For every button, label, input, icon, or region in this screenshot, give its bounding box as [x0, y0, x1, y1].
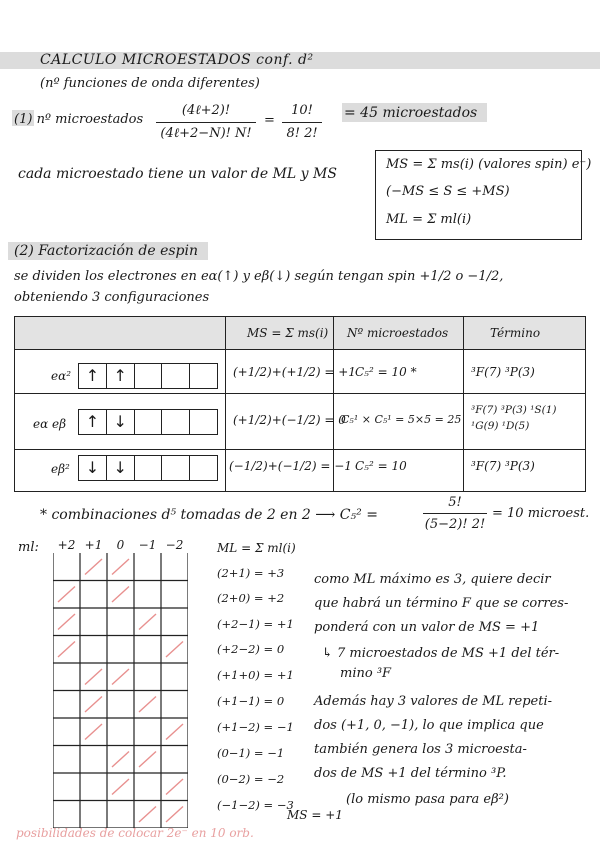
row-ms: (−1/2)+(−1/2) = −1 — [229, 459, 352, 473]
electron-mark — [112, 587, 129, 603]
definition-ms: MS = Σ ms(i) (valores spin) e⁻) — [386, 157, 592, 172]
combinations-denominator: (5−2)! 2! — [424, 517, 486, 532]
reasoning-line: también genera los 3 microesta- — [314, 742, 527, 757]
electron-mark — [85, 697, 102, 713]
electron-mark — [112, 779, 129, 795]
electron-mark — [139, 697, 156, 713]
electron-mark — [166, 807, 183, 823]
orbital-box: ↑ — [107, 364, 135, 388]
row-term: ³F(7) ³P(3) ¹S(1) ¹G(9) ¹D(5) — [471, 404, 557, 432]
ml-row: (+1+0) = +1 — [217, 668, 294, 682]
orbital-box — [162, 410, 190, 434]
fraction1-denominator: (4ℓ+2−N)! N! — [160, 126, 252, 141]
section1-label: (1) — [14, 112, 33, 127]
section2-title: (2) Factorización de espin — [14, 243, 199, 259]
orbital-boxes — [78, 363, 218, 389]
orbital-box — [190, 364, 217, 388]
ml-row: (0−1) = −1 — [217, 746, 285, 760]
row-term: ³F(7) ³P(3) — [471, 459, 535, 473]
electron-mark — [58, 614, 75, 630]
orbital-box — [190, 456, 217, 480]
orbital-box: ↓ — [79, 456, 107, 480]
section2-paragraph-2: obteniendo 3 configuraciones — [14, 290, 210, 305]
orbital-box — [135, 456, 163, 480]
combinations-numerator: 5! — [448, 495, 462, 510]
row-label: eα² — [51, 369, 72, 383]
page-title: CALCULO MICROESTADOS conf. d² — [40, 52, 314, 68]
definition-ml: ML = Σ ml(i) — [386, 212, 472, 227]
combinations-fraction-line — [423, 513, 487, 514]
row-term: ³F(7) ³P(3) — [471, 365, 535, 379]
microstates-result: = 45 microestados — [344, 105, 478, 121]
table-row-divider — [15, 449, 585, 450]
electron-mark — [58, 642, 75, 658]
ml-row: (+1−2) = −1 — [217, 720, 294, 734]
grid-col-header: +1 — [84, 538, 103, 552]
grid-col-header: +2 — [57, 538, 76, 552]
orbital-box — [162, 456, 190, 480]
orbital-boxes — [78, 409, 218, 435]
electron-mark — [112, 752, 129, 768]
electron-mark — [166, 779, 183, 795]
reasoning-line: dos de MS +1 del término ³P. — [314, 766, 507, 781]
electron-mark — [112, 669, 129, 685]
ml-list-title: ML = Σ ml(i) — [217, 541, 296, 555]
section1-text — [14, 112, 143, 128]
orbital-box — [190, 410, 217, 434]
table-row-divider — [15, 393, 585, 394]
electron-mark — [85, 724, 102, 740]
equals-sign: = — [264, 113, 275, 128]
reasoning-line: ↳ 7 microestados de MS +1 del tér- — [322, 646, 560, 661]
orbital-box: ↑ — [79, 364, 107, 388]
ml-label: ml: — [18, 540, 39, 555]
electron-mark — [166, 642, 183, 658]
reasoning-line: que habrá un término F que se corres- — [314, 596, 569, 611]
reasoning-line: dos (+1, 0, −1), lo que implica que — [314, 718, 544, 733]
fraction1-line — [156, 122, 256, 123]
electron-mark — [58, 587, 75, 603]
configuration-table — [14, 316, 586, 492]
ml-row: (+1−1) = 0 — [217, 694, 285, 708]
reasoning-line: como ML máximo es 3, quiere decir — [314, 572, 551, 587]
section1-desc: nº microestados — [36, 112, 144, 127]
row-ms: (+1/2)+(−1/2) = 0 — [233, 413, 346, 427]
grid-col-header: 0 — [116, 538, 125, 552]
table-header-micro: Nº microestados — [347, 326, 449, 340]
table-divider — [225, 317, 226, 491]
ml-row: (−1−2) = −3 — [217, 798, 294, 812]
electron-mark — [139, 614, 156, 630]
fraction1-numerator: (4ℓ+2)! — [181, 103, 231, 118]
row-label: eβ² — [51, 462, 70, 476]
row-micro: C₅² = 10 — [355, 459, 407, 473]
ml-row: (+2−2) = 0 — [217, 642, 285, 656]
table-header-term: Término — [490, 326, 541, 340]
row-micro: C₅² = 10 * — [355, 365, 417, 379]
reasoning-line: ponderá con un valor de MS = +1 — [314, 620, 540, 635]
ms-note: MS = +1 — [287, 808, 343, 822]
orbital-box: ↓ — [107, 410, 135, 434]
electron-mark — [85, 669, 102, 685]
orbital-box: ↑ — [79, 410, 107, 434]
fraction2-numerator: 10! — [291, 103, 313, 118]
section2-paragraph-1: se dividen los electrones en eα(↑) y eβ(↓) según tengan spin +1/2 o −1/2, — [14, 269, 504, 284]
combinations-result: = 10 microest. — [492, 506, 590, 521]
reasoning-line: mino ³F — [340, 666, 392, 681]
electron-mark — [139, 807, 156, 823]
electron-mark — [166, 724, 183, 740]
cada-text: cada microestado tiene un valor de ML y MS — [18, 166, 337, 182]
subtitle: (nº funciones de onda diferentes) — [40, 76, 260, 91]
grid-svg — [53, 553, 188, 828]
grid-col-header: −2 — [165, 538, 184, 552]
reasoning-line: (lo mismo pasa para eβ²) — [346, 792, 509, 807]
electron-mark — [139, 752, 156, 768]
table-divider — [463, 317, 464, 491]
orbital-box — [135, 364, 163, 388]
electron-mark — [112, 559, 129, 575]
orbital-box — [135, 410, 163, 434]
row-label: eα eβ — [33, 417, 67, 431]
orbital-boxes — [78, 455, 218, 481]
definition-range: (−MS ≤ S ≤ +MS) — [386, 184, 510, 199]
microstate-grid — [53, 553, 188, 828]
footer-note: posibilidades de colocar 2e⁻ en 10 orb. — [16, 826, 254, 840]
ml-row: (2+0) = +2 — [217, 591, 285, 605]
row-micro: C₅¹ × C₅¹ = 5×5 = 25 — [341, 413, 462, 426]
orbital-box: ↓ — [107, 456, 135, 480]
reasoning-line: Además hay 3 valores de ML repeti- — [314, 694, 552, 709]
electron-mark — [85, 559, 102, 575]
fraction2-denominator: 8! 2! — [286, 126, 318, 141]
orbital-box — [162, 364, 190, 388]
ml-row: (0−2) = −2 — [217, 772, 285, 786]
ml-row: (2+1) = +3 — [217, 566, 285, 580]
grid-column-headers — [53, 538, 188, 552]
grid-col-header: −1 — [138, 538, 157, 552]
combinations-text: * combinaciones d⁵ tomadas de 2 en 2 ⟶ C₅² = — [40, 507, 378, 523]
ml-row: (+2−1) = +1 — [217, 617, 294, 631]
table-header-ms: MS = Σ ms(i) — [247, 326, 329, 340]
row-ms: (+1/2)+(+1/2) = +1 — [233, 365, 356, 379]
fraction2-line — [282, 122, 322, 123]
